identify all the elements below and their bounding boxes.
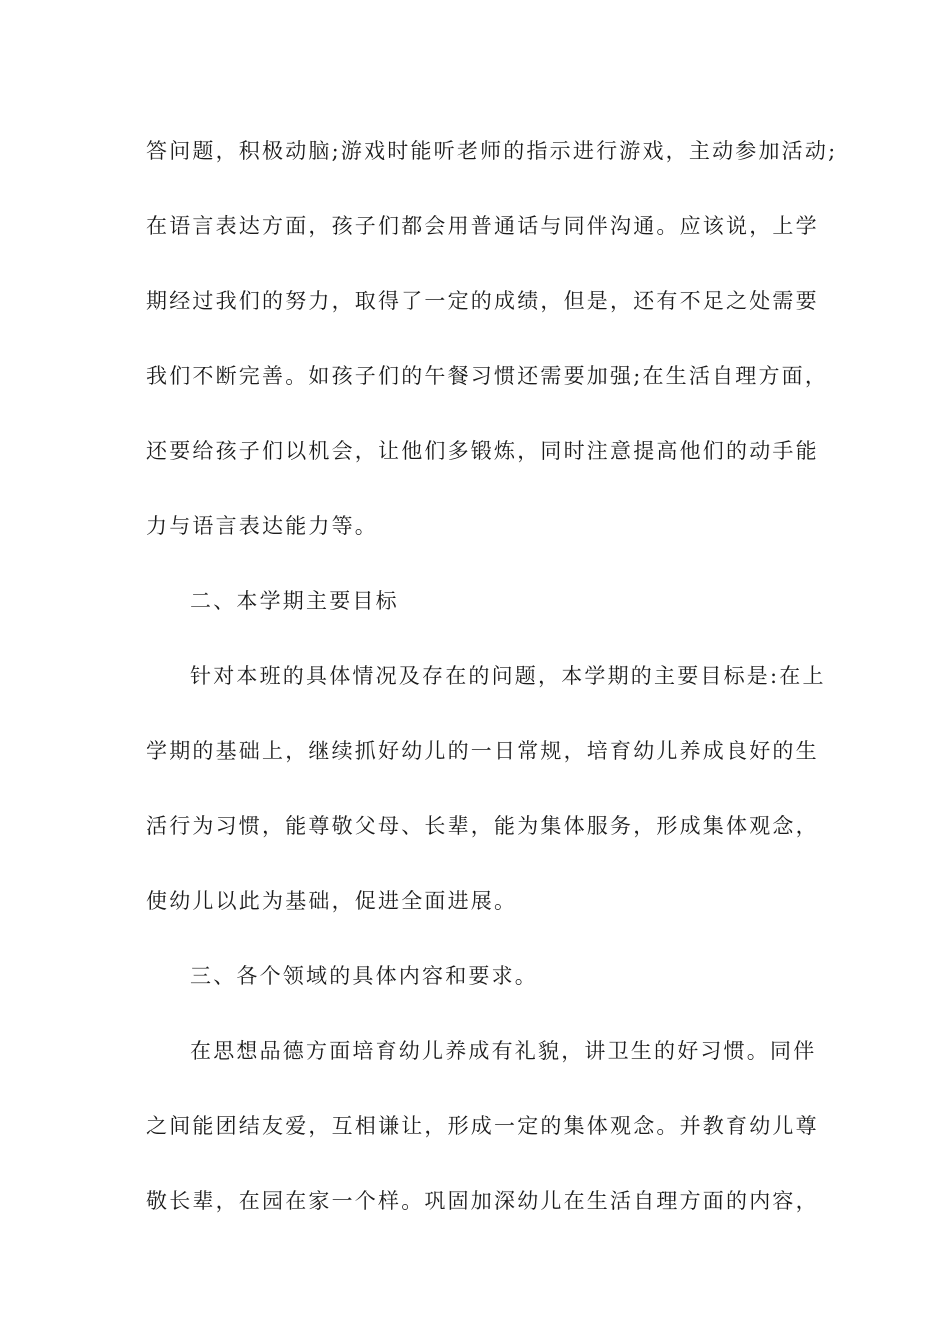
paragraph-line: 使幼儿以此为基础，促进全面进展。: [146, 889, 518, 913]
paragraph-line: 期经过我们的努力，取得了一定的成绩，但是，还有不足之处需要: [146, 289, 819, 313]
paragraph-line: 针对本班的具体情况及存在的问题，本学期的主要目标是:在上: [190, 664, 826, 688]
section-heading: 三、各个领域的具体内容和要求。: [190, 964, 538, 988]
paragraph-line: 在语言表达方面，孩子们都会用普通话与同伴沟通。应该说，上学: [146, 214, 819, 238]
paragraph-line: 力与语言表达能力等。: [146, 514, 378, 538]
paragraph-line: 我们不断完善。如孩子们的午餐习惯还需要加强;在生活自理方面，: [146, 364, 829, 388]
paragraph-line: 活行为习惯，能尊敬父母、长辈，能为集体服务，形成集体观念，: [146, 814, 819, 838]
paragraph-line: 敬长辈，在园在家一个样。巩固加深幼儿在生活自理方面的内容，: [146, 1189, 819, 1213]
paragraph-line: 还要给孩子们以机会，让他们多锻炼，同时注意提高他们的动手能: [146, 439, 819, 463]
paragraph-line: 在思想品德方面培育幼儿养成有礼貌，讲卫生的好习惯。同伴: [190, 1039, 817, 1063]
paragraph-line: 之间能团结友爱，互相谦让，形成一定的集体观念。并教育幼儿尊: [146, 1114, 819, 1138]
section-heading: 二、本学期主要目标: [190, 589, 399, 613]
paragraph-line: 学期的基础上，继续抓好幼儿的一日常规，培育幼儿养成良好的生: [146, 739, 819, 763]
paragraph-line: 答问题，积极动脑;游戏时能听老师的指示进行游戏，主动参加活动;: [146, 139, 838, 163]
